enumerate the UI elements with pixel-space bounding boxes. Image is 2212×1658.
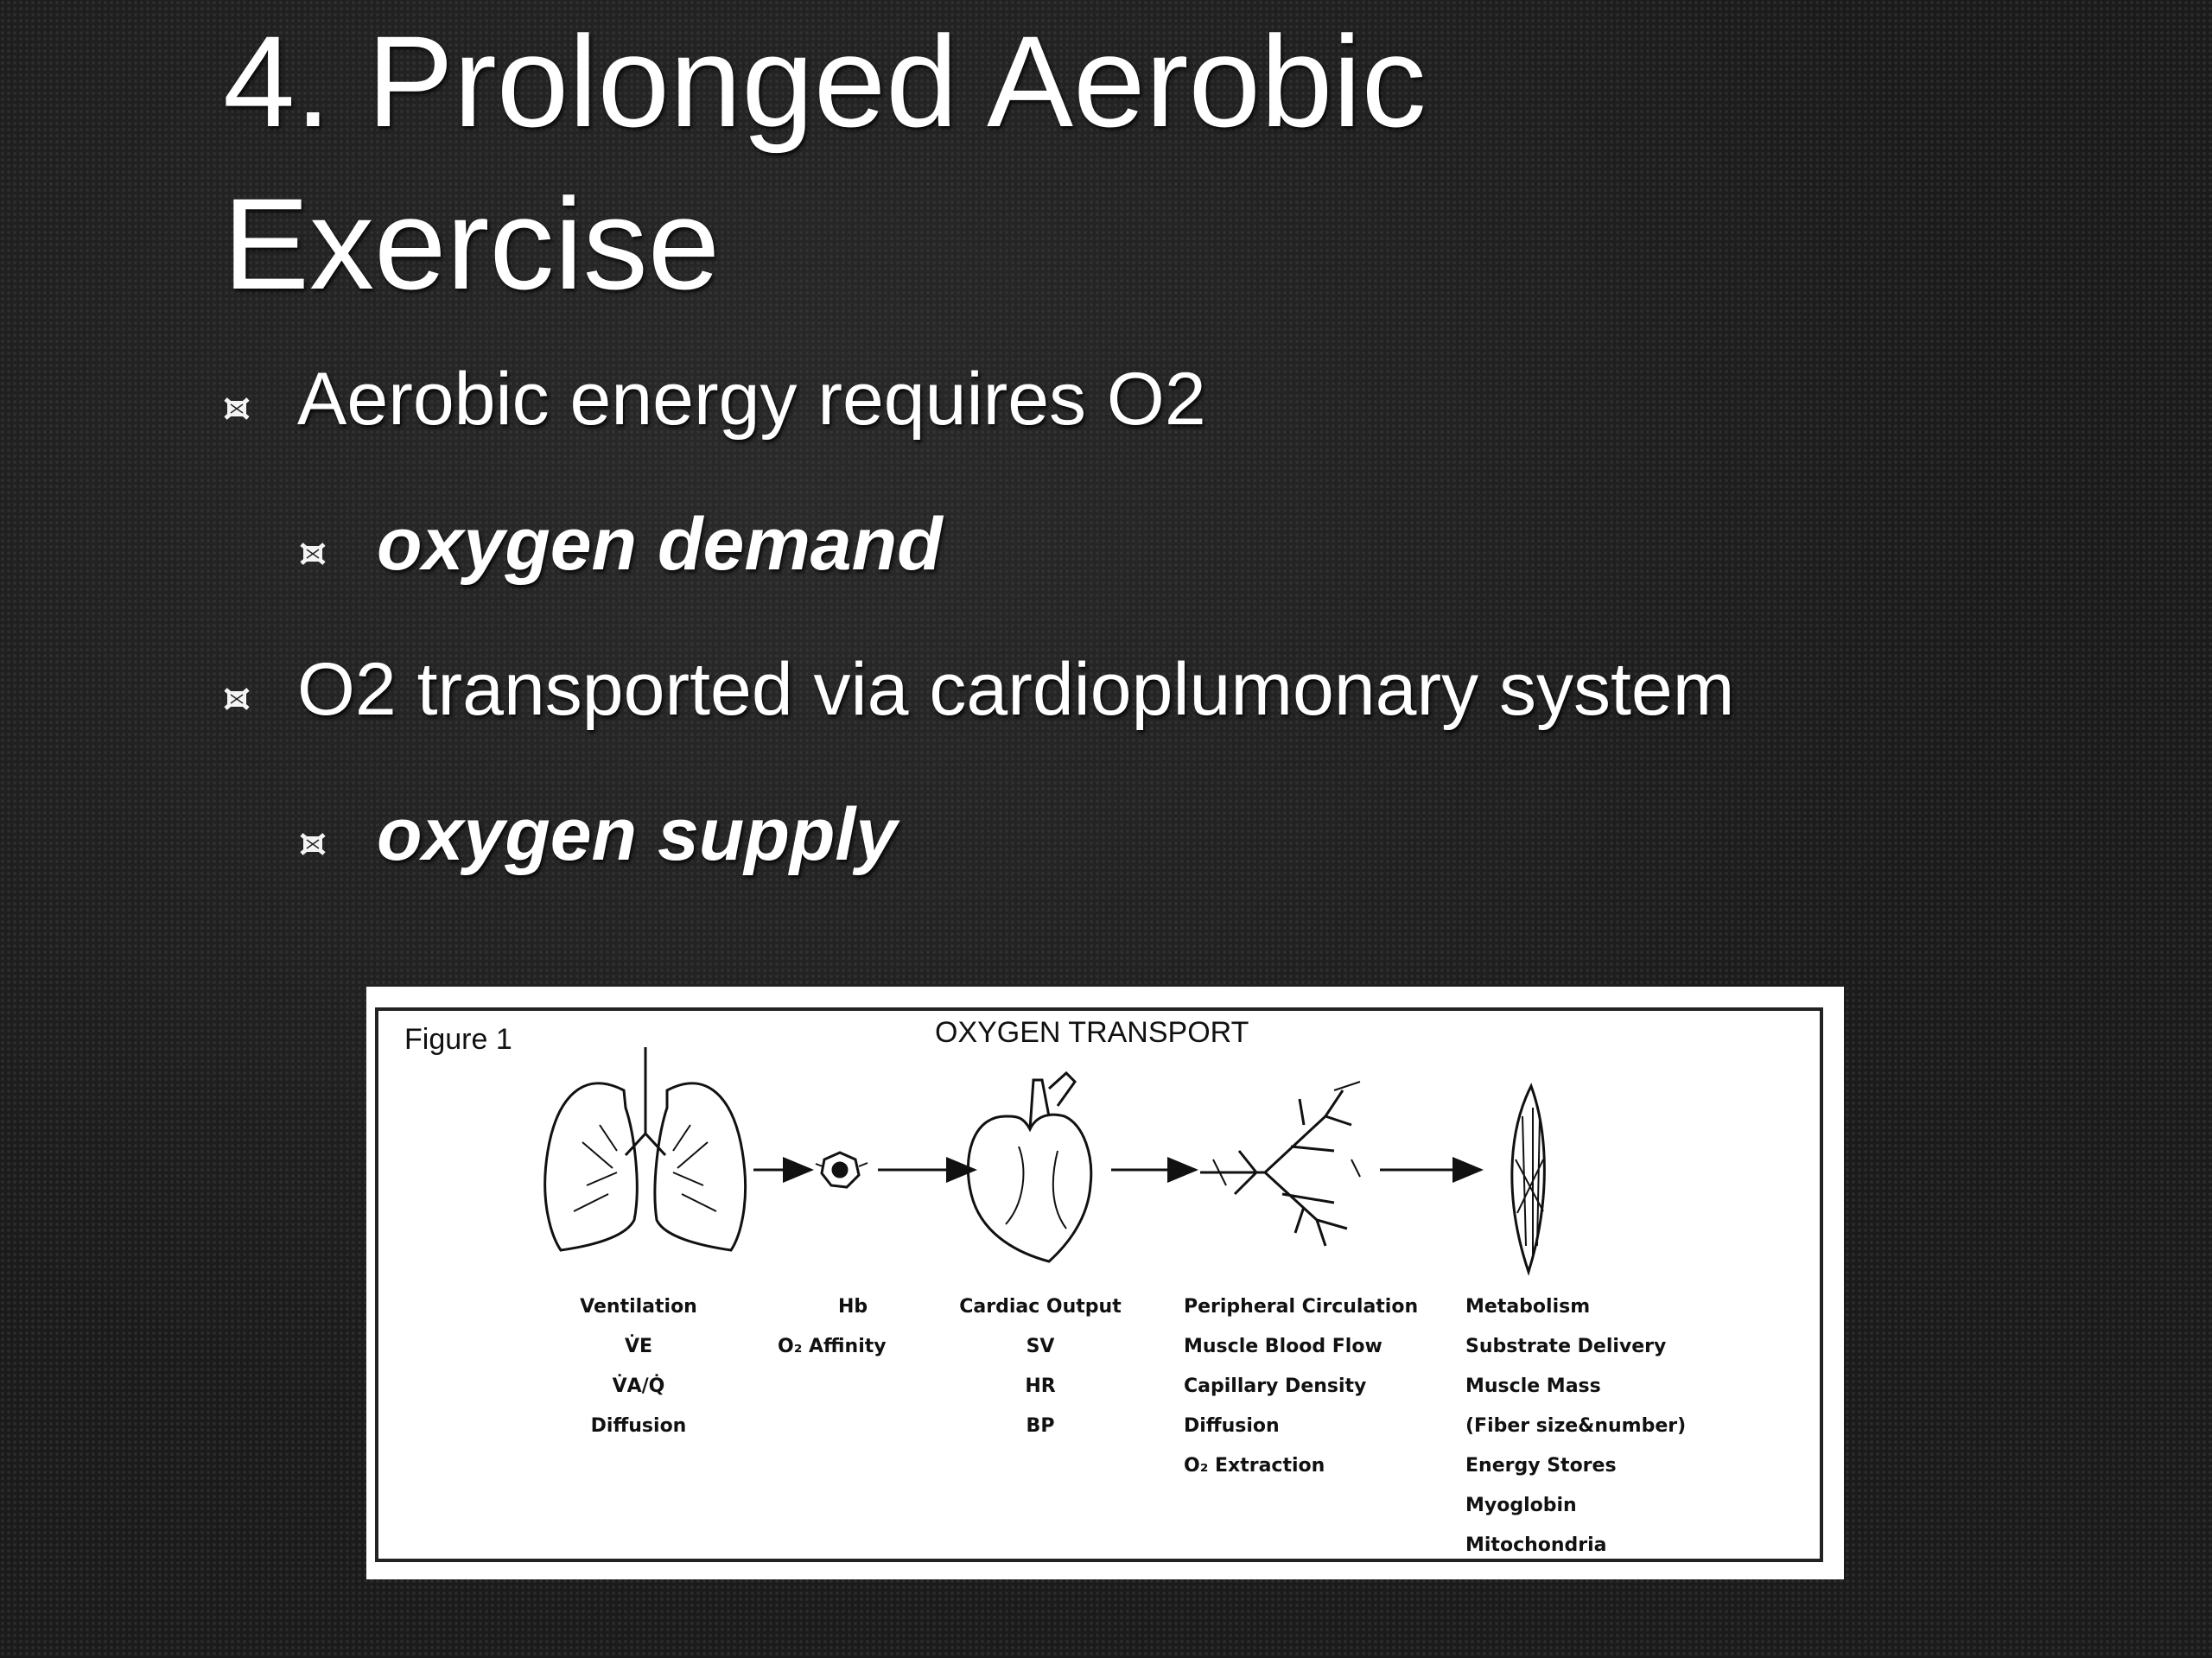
column-item: Diffusion bbox=[1184, 1415, 1280, 1437]
column-heading: Cardiac Output bbox=[959, 1296, 1122, 1318]
bullet-item bbox=[223, 495, 2124, 640]
figure-title: OXYGEN TRANSPORT bbox=[935, 1016, 1249, 1049]
column-peripheral-circulation bbox=[1184, 1287, 1469, 1486]
column-hb bbox=[778, 1287, 950, 1367]
crossed-square-bullet-icon bbox=[299, 540, 327, 568]
bullet-text: Aerobic energy requires O2 bbox=[297, 358, 1206, 441]
bullet-text: oxygen supply bbox=[377, 793, 898, 876]
bullet-item bbox=[223, 640, 2124, 785]
column-item: Myoglobin bbox=[1465, 1495, 1577, 1516]
column-item: HR bbox=[1025, 1375, 1056, 1397]
figure-label: Figure 1 bbox=[404, 1023, 512, 1056]
column-ventilation bbox=[565, 1287, 712, 1446]
column-item: BP bbox=[1026, 1415, 1055, 1437]
bullet-item bbox=[223, 350, 2124, 495]
title-line-2: Exercise bbox=[223, 171, 721, 316]
crossed-square-bullet-icon bbox=[223, 685, 251, 713]
slide-title bbox=[223, 0, 1865, 325]
column-heading: Hb bbox=[838, 1296, 868, 1318]
column-item: Energy Stores bbox=[1465, 1455, 1617, 1477]
bullet-text: oxygen demand bbox=[377, 503, 943, 586]
lungs-icon bbox=[545, 1047, 746, 1250]
bullet-list bbox=[223, 350, 2124, 931]
bullet-text: O2 transported via cardioplumonary system bbox=[297, 648, 1735, 731]
column-item: Substrate Delivery bbox=[1465, 1336, 1667, 1357]
column-cardiac-output bbox=[945, 1287, 1135, 1446]
capillary-icon bbox=[1200, 1082, 1360, 1246]
column-item: Muscle Blood Flow bbox=[1184, 1336, 1382, 1357]
heart-icon bbox=[968, 1073, 1090, 1261]
oxygen-transport-figure bbox=[366, 987, 1844, 1579]
column-item: O₂ Extraction bbox=[1184, 1455, 1325, 1477]
column-item: Diffusion bbox=[590, 1415, 687, 1437]
column-item: Muscle Mass bbox=[1465, 1375, 1601, 1397]
column-item: Capillary Density bbox=[1184, 1375, 1367, 1397]
hemoglobin-icon bbox=[816, 1153, 868, 1187]
title-line-1: 4. Prolonged Aerobic bbox=[223, 9, 1427, 154]
column-heading: Metabolism bbox=[1465, 1296, 1591, 1318]
column-item: V̇E bbox=[624, 1336, 653, 1357]
muscle-icon bbox=[1512, 1086, 1545, 1272]
crossed-square-bullet-icon bbox=[299, 830, 327, 858]
column-item: (Fiber size&number) bbox=[1465, 1415, 1687, 1437]
column-item: SV bbox=[1026, 1336, 1055, 1357]
column-heading: Ventilation bbox=[580, 1296, 697, 1318]
column-item: O₂ Affinity bbox=[778, 1336, 887, 1357]
column-item: V̇A/Q̇ bbox=[612, 1375, 665, 1397]
column-item: Mitochondria bbox=[1465, 1534, 1607, 1556]
column-heading: Peripheral Circulation bbox=[1184, 1296, 1419, 1318]
column-metabolism bbox=[1465, 1287, 1794, 1566]
bullet-item bbox=[223, 785, 2124, 931]
crossed-square-bullet-icon bbox=[223, 395, 251, 422]
